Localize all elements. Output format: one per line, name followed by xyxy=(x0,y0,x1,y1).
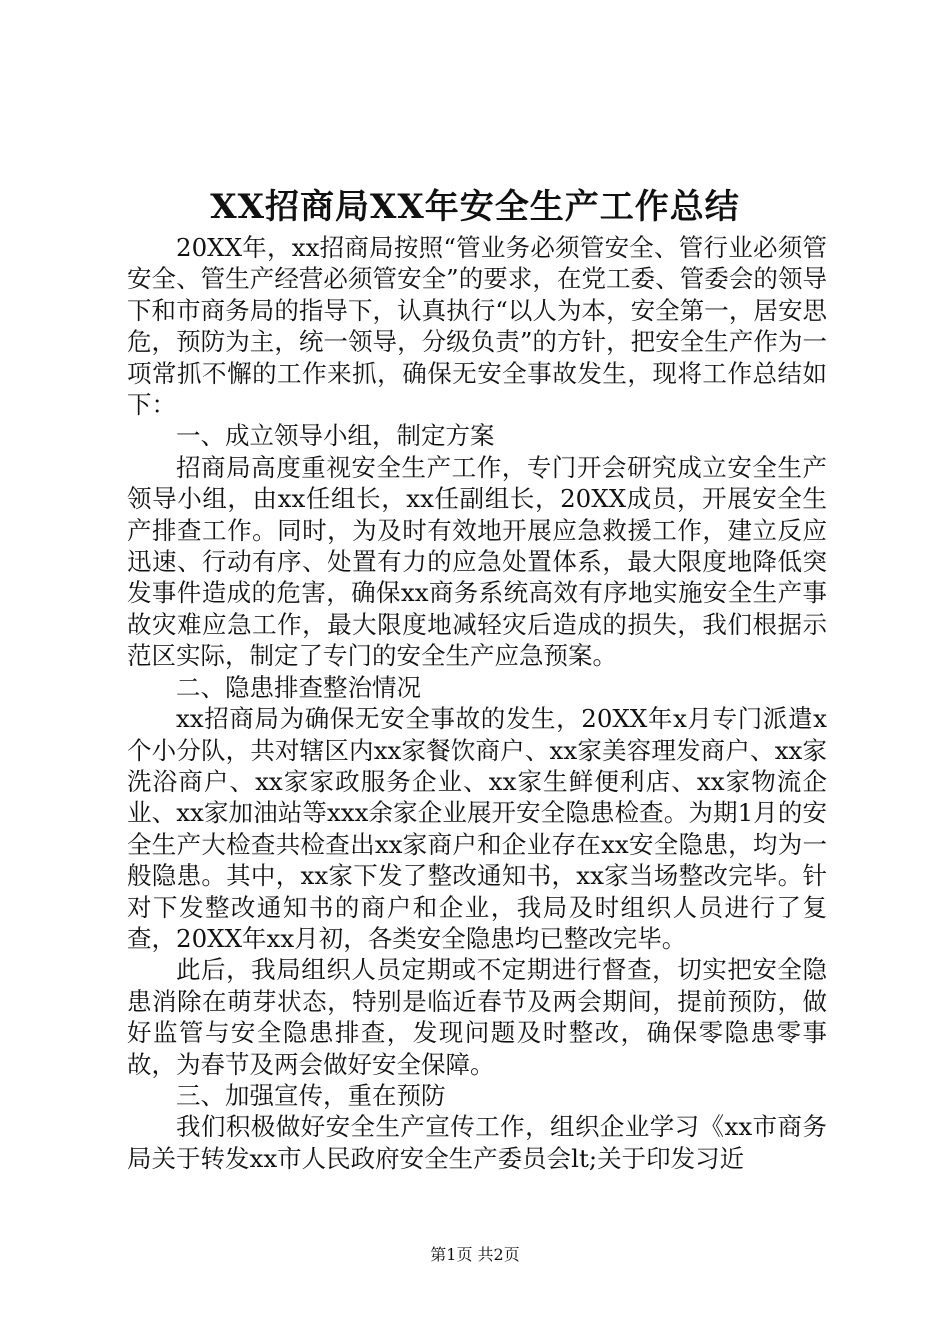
document-body xyxy=(127,232,827,1174)
document-title: XX招商局XX年安全生产工作总结 xyxy=(210,187,740,227)
paragraph-section-2: xx招商局为确保无安全事故的发生，20XX年x月专门派遣x个小分队，共对辖区内xx家餐饮商户、xx家美容理发商户、xx家洗浴商户、xx家家政服务企业、xx家生鲜便利店、xx家物流企业、xx家加油站等xxx余家企业展开安全隐患检查。为期1月的安全生产大检查共检查出xx家商户和企业存在xx安全隐患，均为一般隐患。其中，xx家下发了整改通知书，xx家当场整改完毕。针对下发整改通知书的商户和企业，我局及时组织人员进行了复查，20XX年xx月初，各类安全隐患均已整改完毕。 xyxy=(127,704,827,953)
paragraph-intro: 20XX年，xx招商局按照“管业务必须管安全、管行业必须管安全、管生产经营必须管安全”的要求，在党工委、管委会的领导下和市商务局的指导下，认真执行“以人为本，安全第一，居安思危，预防为主，统一领导，分级负责”的方针，把安全生产作为一项常抓不懈的工作来抓，确保无安全事故发生，现将工作总结如下： xyxy=(127,233,827,420)
paragraph-section-2-followup: 此后，我局组织人员定期或不定期进行督查，切实把安全隐患消除在萌芽状态，特别是临近春节及两会期间，提前预防，做好监管与安全隐患排查，发现问题及时整改，确保零隐患零事故，为春节及两会做好安全保障。 xyxy=(127,955,827,1079)
paragraph-section-3: 我们积极做好安全生产宣传工作，组织企业学习《xx市商务局关于转发xx市人民政府安全生产委员会lt;关于印发习近 xyxy=(127,1112,827,1173)
paragraph-section-1: 招商局高度重视安全生产工作，专门开会研究成立安全生产领导小组，由xx任组长，xx任副组长，20XX成员，开展安全生产排查工作。同时，为及时有效地开展应急救援工作，建立反应迅速、行动有序、处置有力的应急处置体系，最大限度地降低突发事件造成的危害，确保xx商务系统高效有序地实施安全生产事故灾难应急工作，最大限度地减轻灾后造成的损失，我们根据示范区实际，制定了专门的安全生产应急预案。 xyxy=(127,452,827,671)
page-number-footer: 第1页 共2页 xyxy=(430,1245,520,1264)
section-heading-2: 二、隐患排查整治情况 xyxy=(176,672,421,702)
section-heading-1: 一、成立领导小组，制定方案 xyxy=(176,421,495,451)
section-heading-3: 三、加强宣传，重在预防 xyxy=(176,1080,446,1110)
